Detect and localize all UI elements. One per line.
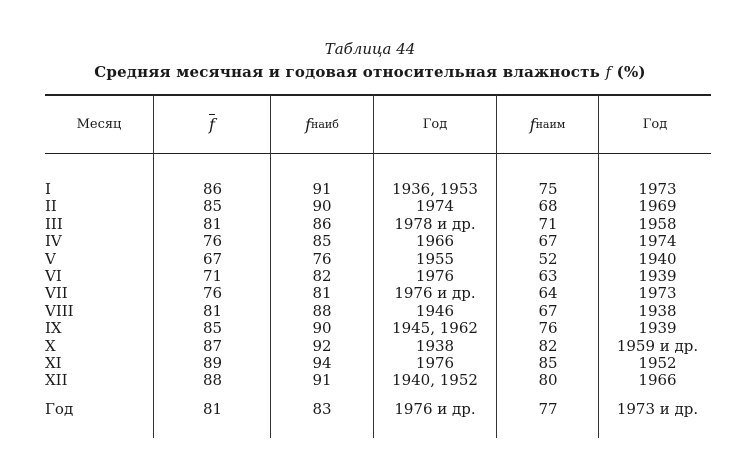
cell-ymax: 1976 и др. <box>394 284 476 303</box>
cell-month: X <box>45 336 56 355</box>
cell-fmin: 64 <box>538 284 558 303</box>
table-row <box>0 267 740 286</box>
cell-fmin: 63 <box>538 267 558 285</box>
cell-ymin: 1939 <box>638 319 677 338</box>
table-row <box>0 232 740 251</box>
max-symbol: f <box>305 114 312 134</box>
cell-fmin: 80 <box>538 371 558 390</box>
cell-ymin: 1974 <box>638 232 677 251</box>
cell-month: II <box>45 197 57 216</box>
cell-ymax: 1966 <box>415 232 455 251</box>
cell-fmax: 90 <box>312 319 332 338</box>
table-title <box>0 63 740 81</box>
cell-ymin: 1952 <box>638 354 677 372</box>
cell-mean: 89 <box>202 354 223 372</box>
header-year-max: Год <box>422 116 448 132</box>
cell-ymax: 1976 и др. <box>394 400 476 418</box>
table-row <box>0 319 740 338</box>
cell-fmin: 85 <box>538 354 558 372</box>
cell-ymax: 1976 <box>415 354 455 372</box>
cell-fmax: 94 <box>312 354 332 372</box>
annual-row <box>0 400 740 419</box>
cell-ymax: 1946 <box>415 301 455 320</box>
cell-fmin: 77 <box>538 400 558 418</box>
cell-fmax: 81 <box>312 284 332 303</box>
cell-fmax: 83 <box>312 400 332 418</box>
cell-fmax: 88 <box>312 301 332 320</box>
min-symbol: f <box>529 114 536 134</box>
cell-mean: 76 <box>202 284 223 303</box>
cell-fmin: 76 <box>538 319 558 338</box>
cell-mean: 71 <box>202 267 223 285</box>
table-row <box>0 250 740 269</box>
table-row <box>0 354 740 373</box>
cell-ymin: 1959 и др. <box>616 336 699 355</box>
header-mean <box>154 95 270 153</box>
cell-month: III <box>45 214 63 233</box>
table-row <box>0 197 740 216</box>
header-rule <box>45 153 711 154</box>
cell-ymin: 1958 <box>638 214 677 233</box>
header-month: Месяц <box>76 116 122 132</box>
cell-fmin: 52 <box>538 249 558 268</box>
cell-ymin: 1973 <box>638 180 677 198</box>
cell-mean: 81 <box>202 301 223 320</box>
title-text: Средняя месячная и годовая относительная влажность <box>94 63 600 81</box>
table-row <box>0 215 740 234</box>
cell-ymax: 1978 и др. <box>394 214 476 233</box>
cell-month: XII <box>45 371 68 390</box>
cell-mean: 67 <box>202 249 223 268</box>
title-symbol: f <box>605 63 612 81</box>
max-subscript: наиб <box>311 117 339 131</box>
table-row <box>0 337 740 356</box>
cell-ymin: 1939 <box>638 267 677 285</box>
cell-fmax: 76 <box>312 249 332 268</box>
cell-month: IX <box>45 319 62 338</box>
header-year-min: Год <box>642 116 668 132</box>
table-row <box>0 302 740 321</box>
cell-ymax: 1955 <box>415 249 455 268</box>
cell-mean: 85 <box>202 319 223 338</box>
cell-fmax: 82 <box>312 267 332 285</box>
cell-ymax: 1940, 1952 <box>392 371 478 390</box>
cell-month: Год <box>45 400 74 418</box>
cell-month: VII <box>45 284 68 303</box>
table-row <box>0 180 740 199</box>
header-max <box>271 95 373 153</box>
header-min <box>497 95 598 153</box>
cell-month: I <box>45 180 51 198</box>
cell-fmax: 86 <box>312 214 332 233</box>
cell-ymin: 1969 <box>638 197 677 216</box>
cell-ymin: 1940 <box>638 249 677 268</box>
cell-month: XI <box>45 354 62 372</box>
table-caption: Таблица 44 <box>324 40 416 58</box>
mean-symbol: $\overline{f}$ <box>209 114 215 134</box>
cell-ymax: 1938 <box>415 336 455 355</box>
cell-mean: 86 <box>202 180 223 198</box>
cell-ymax: 1936, 1953 <box>392 180 478 198</box>
min-subscript: наим <box>535 117 566 131</box>
cell-month: V <box>45 249 56 268</box>
cell-ymax: 1945, 1962 <box>392 319 478 338</box>
cell-fmax: 92 <box>312 336 332 355</box>
cell-fmax: 90 <box>312 197 332 216</box>
cell-fmax: 91 <box>312 180 332 198</box>
cell-fmin: 82 <box>538 336 558 355</box>
cell-fmin: 67 <box>538 301 558 320</box>
cell-mean: 81 <box>202 214 223 233</box>
table-row <box>0 371 740 390</box>
cell-fmin: 68 <box>538 197 558 216</box>
title-unit: (%) <box>616 63 646 81</box>
cell-fmax: 85 <box>312 232 332 251</box>
cell-month: VIII <box>45 301 74 320</box>
cell-fmin: 75 <box>538 180 558 198</box>
cell-ymin: 1938 <box>638 301 677 320</box>
cell-ymax: 1976 <box>415 267 455 285</box>
cell-mean: 87 <box>202 336 223 355</box>
cell-ymin: 1973 и др. <box>616 400 699 418</box>
cell-mean: 81 <box>202 400 223 418</box>
cell-ymin: 1966 <box>638 371 677 390</box>
cell-mean: 76 <box>202 232 223 251</box>
cell-month: VI <box>45 267 62 285</box>
cell-mean: 88 <box>202 371 223 390</box>
cell-mean: 85 <box>202 197 223 216</box>
cell-fmax: 91 <box>312 371 332 390</box>
table-row <box>0 284 740 303</box>
cell-fmin: 71 <box>538 214 558 233</box>
cell-fmin: 67 <box>538 232 558 251</box>
cell-month: IV <box>45 232 62 251</box>
cell-ymin: 1973 <box>638 284 677 303</box>
cell-ymax: 1974 <box>415 197 455 216</box>
